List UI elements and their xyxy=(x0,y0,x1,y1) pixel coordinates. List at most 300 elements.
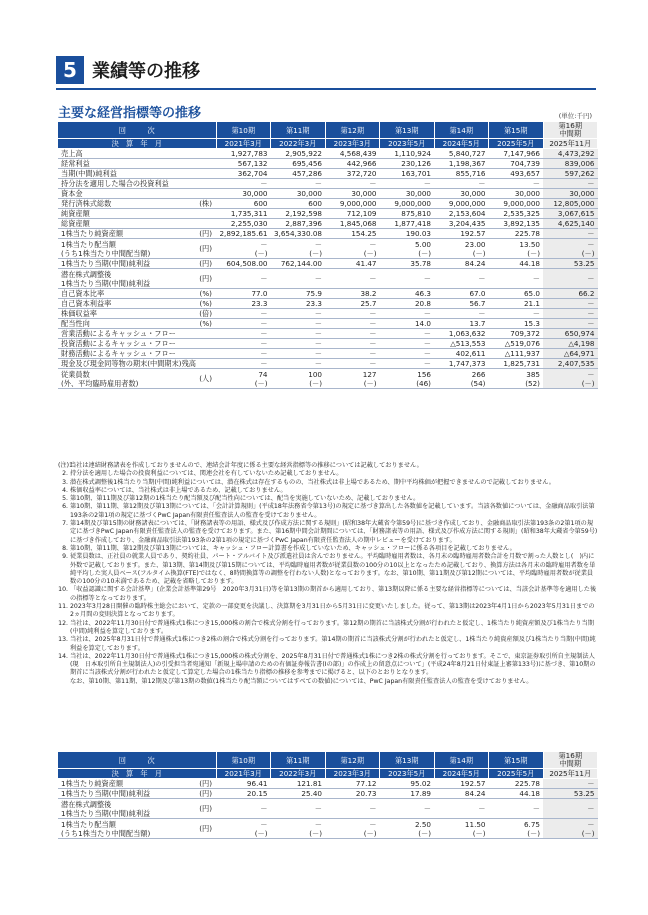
cell-value: 2,255,030 xyxy=(216,219,271,229)
header-date: 2021年3月 xyxy=(216,769,271,779)
cell-value: － xyxy=(325,319,380,329)
row-label xyxy=(58,289,216,299)
cell-value: △4,198 xyxy=(543,339,598,349)
cell-value: 709,372 xyxy=(489,329,544,339)
note-text: 持分法を適用した場合の投資利益については、関連会社を有していないため記載しておりません。 xyxy=(70,470,343,478)
header-date-label: 決 算 年 月 xyxy=(58,769,216,779)
adjusted-kpi-table xyxy=(58,752,598,839)
cell-value: 3,204,435 xyxy=(434,219,489,229)
cell-value: 74 (－) xyxy=(216,369,271,389)
note-number: 6. xyxy=(62,503,68,511)
cell-value: 1,110,924 xyxy=(380,149,435,159)
row-label-text: 1株当たり純資産額 xyxy=(61,779,124,788)
header-period: 第15期 xyxy=(489,752,544,769)
cell-value: 53.25 xyxy=(543,259,598,269)
header-date: 2023年3月 xyxy=(325,139,380,149)
cell-value: － xyxy=(434,269,489,289)
table-row xyxy=(58,229,598,239)
cell-value: 2,887,396 xyxy=(271,219,326,229)
cell-value: 2,407,535 xyxy=(543,359,598,369)
cell-value: － xyxy=(489,799,544,819)
row-label-text: 配当性向 xyxy=(61,319,90,328)
cell-value: － xyxy=(489,269,544,289)
row-unit: (倍) xyxy=(199,309,212,318)
cell-value: － xyxy=(543,299,598,309)
cell-value: 362,704 xyxy=(216,169,271,179)
header-date: 2025年5月 xyxy=(489,139,544,149)
row-label xyxy=(58,339,216,349)
cell-value: － (－) xyxy=(216,819,271,839)
row-label xyxy=(58,789,216,799)
note-number: 7. xyxy=(62,520,68,528)
header-period: 第10期 xyxy=(216,752,271,769)
header-date: 2024年5月 xyxy=(434,139,489,149)
cell-value: 21.1 xyxy=(489,299,544,309)
cell-value: 3,654,330.08 xyxy=(271,229,326,239)
cell-value: 442,966 xyxy=(325,159,380,169)
table-row xyxy=(58,799,598,819)
cell-value: 121.81 xyxy=(271,779,326,789)
cell-value: 2,192,598 xyxy=(271,209,326,219)
cell-value: 95.02 xyxy=(380,779,435,789)
row-unit: (円) xyxy=(199,824,212,833)
cell-value: 266 (54) xyxy=(434,369,489,389)
cell-value: － xyxy=(380,359,435,369)
cell-value: － (－) xyxy=(271,819,326,839)
cell-value: 567,132 xyxy=(216,159,271,169)
cell-value: － xyxy=(543,799,598,819)
table-row xyxy=(58,259,598,269)
table-row xyxy=(58,149,598,159)
cell-value: 875,810 xyxy=(380,209,435,219)
header-date: 2023年3月 xyxy=(325,769,380,779)
header-period: 第15期 xyxy=(489,122,544,139)
row-label-text: 発行済株式総数 xyxy=(61,199,112,208)
cell-value: － xyxy=(325,329,380,339)
cell-value: 84.24 xyxy=(434,789,489,799)
cell-value: － (－) xyxy=(271,239,326,259)
cell-value: 704,739 xyxy=(489,159,544,169)
row-label-text: 総資産額 xyxy=(61,219,90,228)
cell-value: 30,000 xyxy=(325,189,380,199)
row-label xyxy=(58,819,216,839)
cell-value: 75.9 xyxy=(271,289,326,299)
row-unit: (株) xyxy=(199,199,212,208)
table-row xyxy=(58,319,598,329)
cell-value: － xyxy=(325,799,380,819)
cell-value: － xyxy=(216,179,271,189)
cell-value: － (－) xyxy=(543,239,598,259)
note-number: 14. xyxy=(58,652,68,660)
cell-value: 1,747,373 xyxy=(434,359,489,369)
kpi-table xyxy=(58,122,598,389)
cell-value: 385 (52) xyxy=(489,369,544,389)
row-label xyxy=(58,799,216,819)
row-unit: (円) xyxy=(199,259,212,268)
cell-value: － xyxy=(216,349,271,359)
cell-value: － xyxy=(543,309,598,319)
cell-value: 457,286 xyxy=(271,169,326,179)
cell-value: 13.7 xyxy=(434,319,489,329)
cell-value: － xyxy=(380,309,435,319)
cell-value: 30,000 xyxy=(380,189,435,199)
cell-value: 20.73 xyxy=(325,789,380,799)
cell-value: 30,000 xyxy=(434,189,489,199)
header-date: 2023年5月 xyxy=(380,769,435,779)
note-text: 当社は、2022年11月30日付で普通株式1株につき15,000株の株式分割を、2025年8月31日付で普通株式1株につき2株の株式分割を行っております。そこで、東京証券取引所自主規制法人(現 日本取引所自主規制法人)の引受担当者宛通知「新規上場申請のための有価証券報告書(Ⅰの部)」の作成上の留意点について」(平成24年8月21日付東証上審第133号)に基づき、第10期の期首に当該株式分割が行われたと仮定して算定した場合の1株当たり指標の推移を参考までに掲げると、以下のとおりとなります。 xyxy=(70,652,596,677)
cell-value: － xyxy=(543,179,598,189)
cell-value: － xyxy=(271,339,326,349)
header-period: 第13期 xyxy=(380,122,435,139)
note-item xyxy=(58,520,598,545)
cell-value: 53.25 xyxy=(543,789,598,799)
row-unit: (円) xyxy=(199,789,212,798)
cell-value: 17.89 xyxy=(380,789,435,799)
header-date: 2022年3月 xyxy=(271,769,326,779)
cell-value: 56.7 xyxy=(434,299,489,309)
cell-value: 66.2 xyxy=(543,289,598,299)
cell-value: 402,611 xyxy=(434,349,489,359)
cell-value: 30,000 xyxy=(543,189,598,199)
cell-value: 2,153,604 xyxy=(434,209,489,219)
cell-value: － xyxy=(271,319,326,329)
cell-value: 192.57 xyxy=(434,779,489,789)
header-period: 第16期 中間期 xyxy=(543,752,598,769)
row-label xyxy=(58,349,216,359)
cell-value: － xyxy=(380,799,435,819)
header-period: 第12期 xyxy=(325,122,380,139)
cell-value: 15.3 xyxy=(489,319,544,329)
table-row xyxy=(58,369,598,389)
cell-value: 604,508.00 xyxy=(216,259,271,269)
section-number: 5 xyxy=(56,56,84,84)
row-label-text: 潜在株式調整後 1株当たり当期(中間)純利益 xyxy=(61,269,151,288)
cell-value: △519,076 xyxy=(489,339,544,349)
cell-value: － xyxy=(543,319,598,329)
cell-value: 23.3 xyxy=(216,299,271,309)
note-item xyxy=(58,487,598,495)
row-label-text: 従業員数 (外、平均臨時雇用者数) xyxy=(61,369,139,388)
cell-value: 156 (46) xyxy=(380,369,435,389)
cell-value: 154.25 xyxy=(325,229,380,239)
table-row xyxy=(58,179,598,189)
cell-value: 9,000,000 xyxy=(380,199,435,209)
cell-value: 192.57 xyxy=(434,229,489,239)
cell-value: － xyxy=(434,179,489,189)
cell-value: 230,126 xyxy=(380,159,435,169)
cell-value: － xyxy=(380,349,435,359)
note-item xyxy=(58,678,598,686)
row-label-text: 売上高 xyxy=(61,149,83,158)
cell-value: 600 xyxy=(216,199,271,209)
header-row-date xyxy=(58,139,598,149)
cell-value: 493,657 xyxy=(489,169,544,179)
row-label-text: 自己資本比率 xyxy=(61,289,105,298)
cell-value: 44.18 xyxy=(489,789,544,799)
cell-value: 839,006 xyxy=(543,159,598,169)
table-row xyxy=(58,209,598,219)
note-number xyxy=(58,678,70,686)
row-label-text: 1株当たり配当額 (うち1株当たり中間配当額) xyxy=(61,819,151,838)
note-item xyxy=(58,653,598,678)
note-item xyxy=(58,479,598,487)
cell-value: － xyxy=(271,329,326,339)
cell-value: 597,262 xyxy=(543,169,598,179)
row-label xyxy=(58,269,216,289)
cell-value: 650,974 xyxy=(543,329,598,339)
row-label xyxy=(58,329,216,339)
header-period: 第10期 xyxy=(216,122,271,139)
row-label-text: 自己資本利益率 xyxy=(61,299,112,308)
row-label-text: 投資活動によるキャッシュ・フロー xyxy=(61,339,176,348)
note-text: 2023年3月28日開催の臨時株主総会において、定款の一部変更を決議し、決算期を3月31日から5月31日に変更いたしました。従って、第13期は2023年4月1日から2023年5月31日までの2ヵ月間の変則決算となっております。 xyxy=(70,603,595,619)
row-label-text: 当期(中間)純利益 xyxy=(61,169,117,178)
note-item xyxy=(58,603,598,620)
note-text: 第14期及び第15期の財務諸表については、「財務諸表等の用語、様式及び作成方法に関する規則」(昭和38年大蔵省令第59号)に基づき作成しており、金融商品取引法第193条の2第1項の規定に基づきPwC Japan有限責任監査法人の監査を受けております。また、第16期中間会計期間については、「財務諸表等の用語、様式及び作成方法に関する規則」(昭和38年大蔵省令第59号)に基づき作成しており、金融商品取引法第193条の2第1項の規定に基づくPwC Japan有限責任監査法人の期中レビューを受けております。 xyxy=(70,520,598,544)
row-label xyxy=(58,189,216,199)
cell-value: － xyxy=(271,349,326,359)
cell-value: 23.3 xyxy=(271,299,326,309)
cell-value: － xyxy=(325,179,380,189)
note-item xyxy=(58,553,598,586)
cell-value: 1,845,068 xyxy=(325,219,380,229)
table-row xyxy=(58,239,598,259)
cell-value: 2.50 (－) xyxy=(380,819,435,839)
cell-value: － xyxy=(216,359,271,369)
note-number: (注)1. xyxy=(58,462,75,469)
note-item xyxy=(58,586,598,603)
cell-value: － xyxy=(271,799,326,819)
header-period-label: 回 次 xyxy=(58,752,216,769)
note-number: 11. xyxy=(58,603,68,611)
table-row xyxy=(58,359,598,369)
note-number: 13. xyxy=(58,636,68,644)
table-row xyxy=(58,779,598,789)
table-row xyxy=(58,219,598,229)
header-date: 2025年5月 xyxy=(489,769,544,779)
cell-value: 762,144.00 xyxy=(271,259,326,269)
row-label-text: 潜在株式調整後 1株当たり当期(中間)純利益 xyxy=(61,799,151,818)
cell-value: － xyxy=(380,269,435,289)
row-label xyxy=(58,319,216,329)
row-label-text: 財務活動によるキャッシュ・フロー xyxy=(61,349,176,358)
note-number: 5. xyxy=(62,495,68,503)
cell-value: 77.0 xyxy=(216,289,271,299)
cell-value: 44.18 xyxy=(489,259,544,269)
cell-value: 225.78 xyxy=(489,779,544,789)
header-row-period xyxy=(58,752,598,769)
table-row xyxy=(58,819,598,839)
cell-value: 4,568,439 xyxy=(325,149,380,159)
row-label xyxy=(58,149,216,159)
cell-value: △64,971 xyxy=(543,349,598,359)
cell-value: 25.40 xyxy=(271,789,326,799)
note-text: なお、第10期、第11期、第12期及び第13期の数値(1株当たり配当額についてはすべての数値)については、PwC Japan有限責任監査法人の監査を受けておりません。 xyxy=(70,677,533,685)
cell-value: － xyxy=(325,339,380,349)
table-row xyxy=(58,189,598,199)
header-row-period xyxy=(58,122,598,139)
cell-value: 1,063,632 xyxy=(434,329,489,339)
cell-value: － xyxy=(216,269,271,289)
row-label xyxy=(58,259,216,269)
cell-value: 65.0 xyxy=(489,289,544,299)
row-label-text: 現金及び現金同等物の期末(中間期末)残高 xyxy=(61,359,196,368)
cell-value: 695,456 xyxy=(271,159,326,169)
note-text: 「収益認識に関する会計基準」(企業会計基準第29号 2020年3月31日)等を第13期の期首から適用しており、第13期以降に係る主要な経営指標等については、当該会計基準等を適用した後の指標等となっております。 xyxy=(70,586,597,602)
row-label-text: 経常利益 xyxy=(61,159,90,168)
cell-value: 190.03 xyxy=(380,229,435,239)
row-unit: (%) xyxy=(199,289,212,298)
cell-value: － xyxy=(434,309,489,319)
note-text: 第10期、第11期及び第12期の1株当たり配当額及び配当性向については、配当を実施していないため、記載しておりません。 xyxy=(70,495,420,503)
note-number: 3. xyxy=(62,478,68,486)
cell-value: 600 xyxy=(271,199,326,209)
cell-value: － xyxy=(380,329,435,339)
note-item xyxy=(58,503,598,520)
note-text: 当社は、2022年11月30日付で普通株式1株につき15,000株の割合で株式分割を行っております。第12期の期首に当該株式分割が行われたと仮定し、1株当たり純資産額及び1株当たり当期(中間)純利益を算定しております。 xyxy=(70,619,594,635)
cell-value: 5,840,727 xyxy=(434,149,489,159)
section-title: 業績等の推移 xyxy=(92,61,200,82)
cell-value: 35.78 xyxy=(380,259,435,269)
cell-value: － xyxy=(543,229,598,239)
cell-value: － (－) xyxy=(543,369,598,389)
header-period-label: 回 次 xyxy=(58,122,216,139)
cell-value: 4,473,292 xyxy=(543,149,598,159)
cell-value: － xyxy=(543,779,598,789)
cell-value: 372,720 xyxy=(325,169,380,179)
cell-value: 9,000,000 xyxy=(489,199,544,209)
cell-value: 3,067,615 xyxy=(543,209,598,219)
cell-value: 1,825,731 xyxy=(489,359,544,369)
cell-value: 712,109 xyxy=(325,209,380,219)
cell-value: － xyxy=(380,339,435,349)
row-unit: (%) xyxy=(199,319,212,328)
row-label xyxy=(58,169,216,179)
header-period: 第14期 xyxy=(434,122,489,139)
cell-value: 67.0 xyxy=(434,289,489,299)
cell-value: 5.00 (－) xyxy=(380,239,435,259)
row-unit: (円) xyxy=(199,244,212,253)
cell-value: 3,892,135 xyxy=(489,219,544,229)
cell-value: － xyxy=(325,269,380,289)
cell-value: － xyxy=(489,179,544,189)
section-divider xyxy=(56,88,596,90)
header-period: 第14期 xyxy=(434,752,489,769)
note-text: 第10期、第11期、第12期及び第13期については、「会計計算規則」(平成18年法務省令第13号)の規定に基づき算出した各数値を記載しています。当該各数値については、金融商品取引法第193条の2第1項の規定に基づくPwC Japan有限責任監査法人の監査を受けておりません。 xyxy=(70,503,595,519)
unit-label: (単位:千円) xyxy=(558,112,592,120)
cell-value: － xyxy=(271,269,326,289)
header-period: 第12期 xyxy=(325,752,380,769)
cell-value: 30,000 xyxy=(489,189,544,199)
cell-value: 163,701 xyxy=(380,169,435,179)
table-row xyxy=(58,789,598,799)
cell-value: 225.78 xyxy=(489,229,544,239)
table-row xyxy=(58,269,598,289)
header-period: 第16期 中間期 xyxy=(543,122,598,139)
note-text: 株価収益率については、当社株式は非上場であるため、記載しておりません。 xyxy=(70,486,287,494)
cell-value: 4,625,140 xyxy=(543,219,598,229)
cell-value: 9,000,000 xyxy=(325,199,380,209)
note-number: 10. xyxy=(58,586,68,594)
row-label xyxy=(58,219,216,229)
header-date: 2022年3月 xyxy=(271,139,326,149)
table-row xyxy=(58,199,598,209)
header-date: 2025年11月 xyxy=(543,769,598,779)
cell-value: 2,535,325 xyxy=(489,209,544,219)
cell-value: 20.8 xyxy=(380,299,435,309)
note-number: 8. xyxy=(62,544,68,552)
row-unit: (%) xyxy=(199,299,212,308)
note-number: 2. xyxy=(62,470,68,478)
header-period: 第11期 xyxy=(271,122,326,139)
cell-value: － xyxy=(380,179,435,189)
notes xyxy=(58,462,598,686)
row-label xyxy=(58,239,216,259)
table-title: 主要な経営指標等の推移 xyxy=(58,106,202,121)
row-label-text: 1株当たり配当額 (うち1株当たり中間配当額) xyxy=(61,239,151,258)
row-label-text: 1株当たり当期(中間)純利益 xyxy=(61,789,151,798)
row-label xyxy=(58,359,216,369)
cell-value: 25.7 xyxy=(325,299,380,309)
row-label xyxy=(58,309,216,319)
table-row xyxy=(58,329,598,339)
cell-value: 855,716 xyxy=(434,169,489,179)
cell-value: 14.0 xyxy=(380,319,435,329)
cell-value: 2,905,922 xyxy=(271,149,326,159)
note-number: 12. xyxy=(58,619,68,627)
note-text: 当社は、2025年8月31日付で普通株式1株につき2株の割合で株式分割を行っております。第14期の期首に当該株式分割が行われたと仮定し、1株当たり純資産額及び1株当たり当期(中間)純利益を算定しております。 xyxy=(70,636,596,652)
note-number: 4. xyxy=(62,486,68,494)
cell-value: － (－) xyxy=(543,819,598,839)
note-text: 潜在株式調整後1株当たり当期(中間)純利益については、潜在株式は存在するものの、当社株式は非上場であるため、期中平均株価が把握できませんので記載しておりません。 xyxy=(70,478,555,486)
header-period: 第13期 xyxy=(380,752,435,769)
cell-value: － xyxy=(543,269,598,289)
row-label-text: 持分法を適用した場合の投資利益 xyxy=(61,179,169,188)
row-label xyxy=(58,369,216,389)
cell-value: 9,000,000 xyxy=(434,199,489,209)
row-label xyxy=(58,159,216,169)
row-unit: (円) xyxy=(199,779,212,788)
row-label-text: 資本金 xyxy=(61,189,83,198)
cell-value: 13.50 (－) xyxy=(489,239,544,259)
row-label-text: 株価収益率 xyxy=(61,309,97,318)
header-date: 2025年11月 xyxy=(543,139,598,149)
row-unit: (円) xyxy=(199,229,212,238)
cell-value: 1,198,367 xyxy=(434,159,489,169)
row-unit: (円) xyxy=(199,274,212,283)
note-item xyxy=(58,470,598,478)
cell-value: － xyxy=(216,309,271,319)
cell-value: △111,937 xyxy=(489,349,544,359)
row-unit: (円) xyxy=(199,804,212,813)
cell-value: － xyxy=(271,359,326,369)
table-row xyxy=(58,159,598,169)
cell-value: － xyxy=(434,799,489,819)
cell-value: 2,892,185.61 xyxy=(216,229,271,239)
header-date: 2023年5月 xyxy=(380,139,435,149)
note-text: 第10期、第11期、第12期及び第13期については、キャッシュ・フロー計算書を作成していないため、キャッシュ・フローに係る各項目を記載しておりません。 xyxy=(70,544,516,552)
row-label xyxy=(58,209,216,219)
cell-value: 20.15 xyxy=(216,789,271,799)
cell-value: 38.2 xyxy=(325,289,380,299)
header-date-label: 決 算 年 月 xyxy=(58,139,216,149)
cell-value: － (－) xyxy=(216,239,271,259)
cell-value: － xyxy=(325,349,380,359)
header-period: 第11期 xyxy=(271,752,326,769)
cell-value: 96.41 xyxy=(216,779,271,789)
cell-value: 12,805,000 xyxy=(543,199,598,209)
row-unit: (人) xyxy=(199,374,212,383)
